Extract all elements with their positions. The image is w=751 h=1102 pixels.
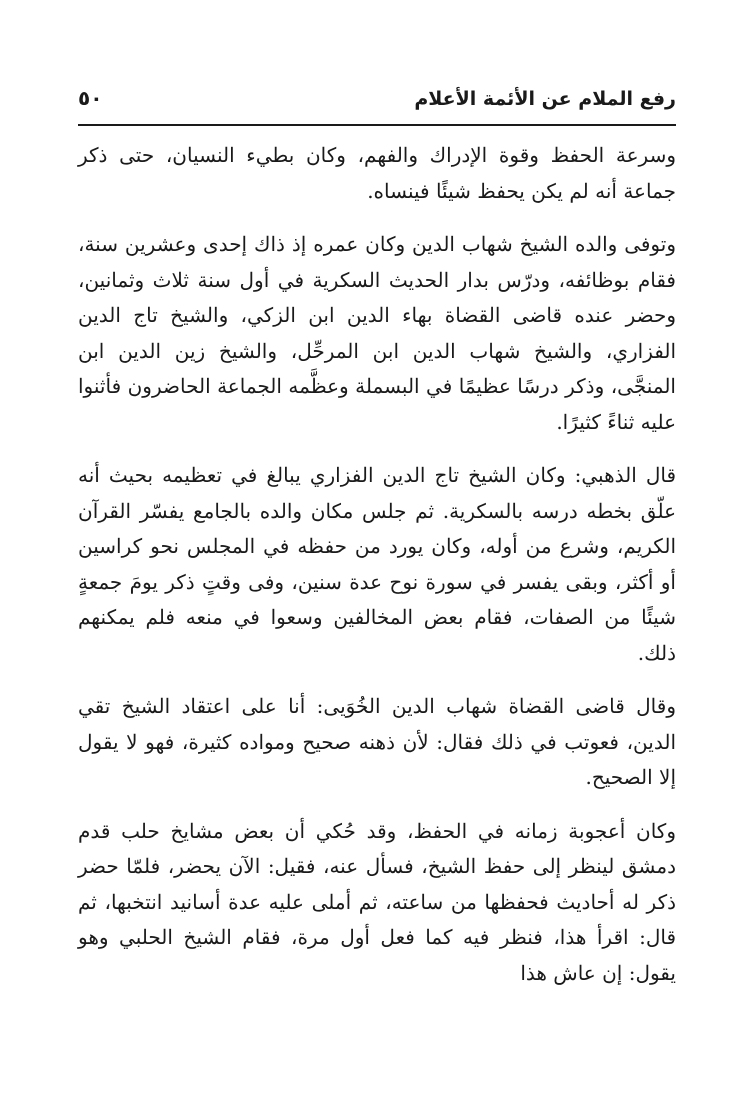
- paragraph-3: قال الذهبي: وكان الشيخ تاج الدين الفزاري يبالغ في تعظيمه بحيث أنه علّق بخطه درسه بالسكرية. ثم جلس مكان والده بالجامع يفسّر القرآن الكريم، وشرع من أوله، وكان يورد من حفظه في المجلس نحو كراسين أو أكثر، وبقى يفسر في سورة نوح عدة سنين، وفى وقتٍ ذكر يومَ جمعةٍ شيئًا من الصفات، فقام بعض المخالفين وسعوا في منعه فلم يمكنهم ذلك.: [78, 463, 676, 665]
- body-text: [78, 138, 676, 991]
- paragraph-2: وتوفى والده الشيخ شهاب الدين وكان عمره إذ ذاك إحدى وعشرين سنة، فقام بوظائفه، ودرّس بدار الحديث السكرية في أول سنة ثلاث وثمانين، وحضر عنده قاضى القضاة بهاء الدين ابن الزكي، والشيخ تاج الدين الفزاري، والشيخ شهاب الدين ابن المرحِّل، والشيخ زين الدين ابن المنجَّى، وذكر درسًا عظيمًا في البسملة وعظَّمه الجماعة الحاضرون فأثنوا عليه ثناءً كثيرًا.: [78, 232, 676, 434]
- header-divider: [78, 124, 676, 126]
- paragraph-5: وكان أعجوبة زمانه في الحفظ، وقد حُكي أن بعض مشايخ حلب قدم دمشق لينظر إلى حفظ الشيخ، فسأل عنه، فقيل: الآن يحضر، فلمّا حضر ذكر له أحاديث فحفظها من ساعته، ثم أملى عليه عدة أسانيد انتخبها، ثم قال: اقرأ هذا، فنظر فيه كما فعل أول مرة، فقام الشيخ الحلبي وهو يقول: إن عاش هذا: [78, 818, 676, 985]
- paragraph-4: وقال قاضى القضاة شهاب الدين الخُوَيى: أنا على اعتقاد الشيخ تقي الدين، فعوتب في ذلك فقال: لأن ذهنه صحيح ومواده كثيرة، فهو لا يقول إلا الصحيح.: [78, 694, 676, 789]
- page-number: ٥٠: [78, 86, 103, 110]
- running-header: [78, 84, 676, 118]
- book-title: رفع الملام عن الأئمة الأعلام: [414, 88, 676, 110]
- paragraph-1: وسرعة الحفظ وقوة الإدراك والفهم، وكان بطيء النسيان، حتى ذكر جماعة أنه لم يكن يحفظ شيئًا فينساه.: [78, 143, 676, 203]
